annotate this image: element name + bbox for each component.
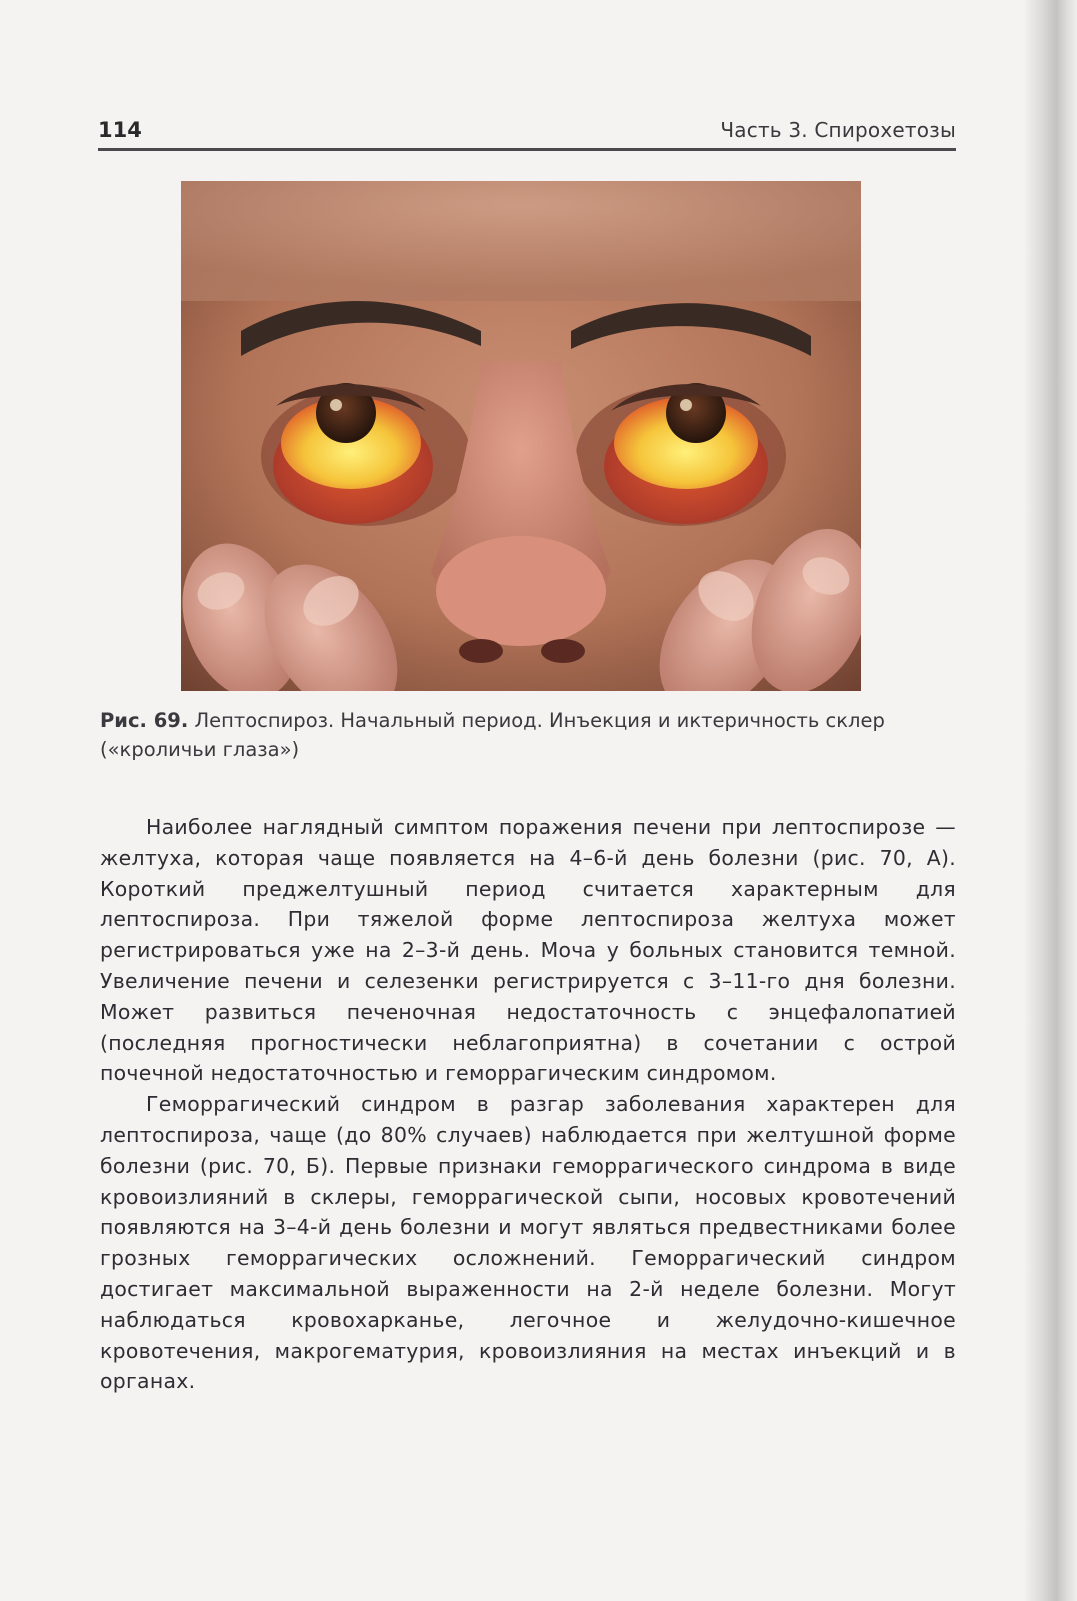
figure-photo: [181, 181, 861, 691]
running-title: Часть 3. Спирохетозы: [720, 118, 956, 142]
header-rule: [98, 148, 956, 151]
body-text: [100, 812, 956, 1397]
page-edge-shadow: [1025, 0, 1077, 1601]
page-header: [98, 118, 956, 148]
paragraph: Геморрагический синдром в разгар заболевания характерен для лептоспироза, чаще (до 80% случаев) наблюдается при желтушной форме болезни (рис. 70, Б). Первые признаки геморрагического синдрома в виде кровоизлияний в склеры, геморрагической сыпи, носовых кровотечений появляются на 3–4-й день болезни и могут являться предвестниками более грозных геморрагических осложнений. Геморрагический синдром достигает максимальной выраженности на 2-й неделе болезни. Могут наблюдаться кровохарканье, легочное и желудочно-кишечное кровотечения, макрогематурия, кровоизлияния на местах инъекций и в органах.: [100, 1092, 956, 1394]
figure-label: Рис. 69.: [100, 709, 189, 732]
face-photo-illustration: [181, 181, 861, 691]
paragraph: Наиболее наглядный симптом поражения печени при лептоспирозе — желтуха, которая чаще появляется на 4–6-й день болезни (рис. 70, А). Короткий преджелтушный период считается характерным для лептоспироза. При тяжелой форме лептоспироза желтуха может регистрироваться уже на 2–3-й день. Моча у больных становится темной. Увеличение печени и селезенки регистрируется с 3–11-го дня болезни. Может развиться печеночная недостаточность с энцефалопатией (последняя прогностически неблагоприятна) в сочетании с острой почечной недостаточностью и геморрагическим синдромом.: [100, 815, 956, 1086]
figure-caption-text: Лептоспироз. Начальный период. Инъекция и иктеричность склер («кроличьи глаза»): [100, 709, 885, 761]
figure-caption: [100, 706, 956, 764]
page-number: 114: [98, 118, 142, 142]
